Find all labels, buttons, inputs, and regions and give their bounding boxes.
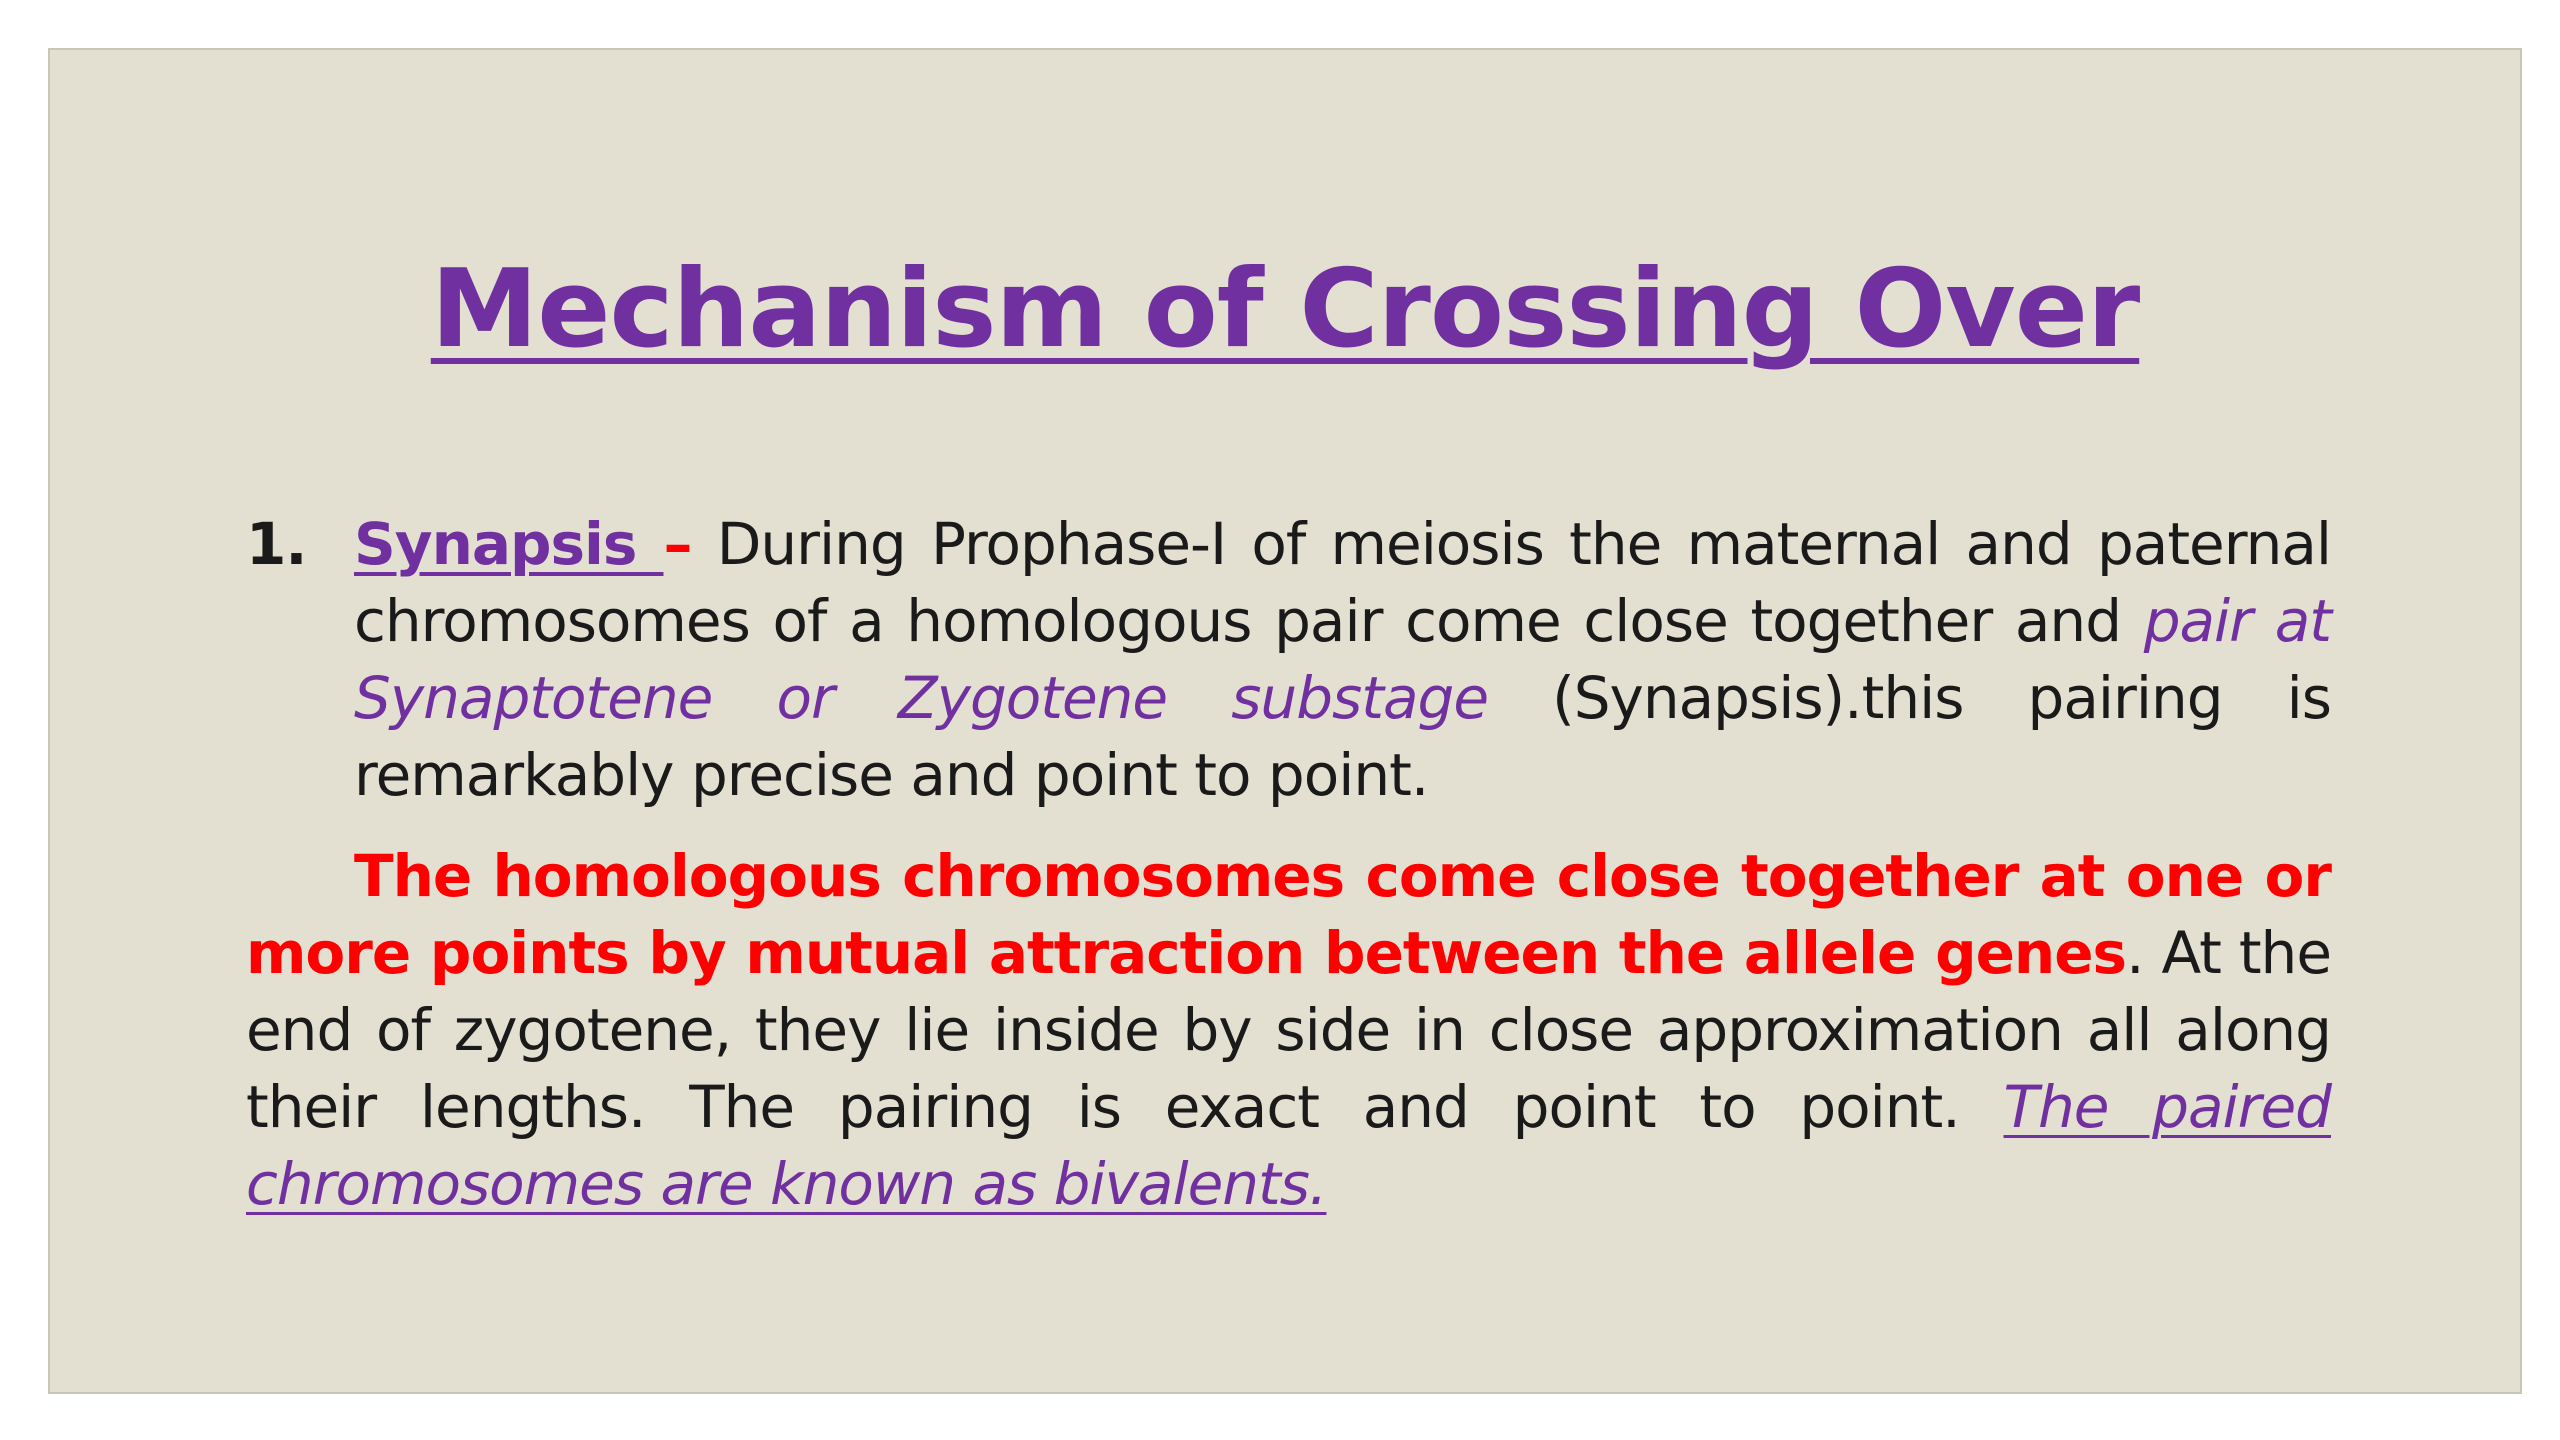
point1-emphasis: pair at Synaptotene or Zygotene substage [354,587,2331,732]
bivalents-link[interactable]: The paired chromosomes are known as bivalents. [246,1073,2331,1218]
list-number: 1. [246,510,307,578]
slide-title: Mechanism of Crossing Over [430,247,2140,372]
point1-text-b: (Synapsis).this pairing is remarkably precise and point to point. [354,664,2331,809]
slide [48,48,2522,1394]
slide-body [246,506,2331,1223]
red-dash: – [663,510,692,578]
paragraph-2 [246,838,2331,1223]
point1-text-a: During Prophase-I of meiosis the maternal and paternal chromosomes of a homologous pair come close together and [354,510,2331,655]
paragraph-2-text: . At the end of zygotene, they lie inside by side in close approximation all along their lengths. The pairing is exact and point to point. [246,919,2331,1141]
paragraph-2-highlight: The homologous chromosomes come close together at one or more points by mutual attraction between the allele genes [246,842,2331,987]
term-synapsis: Synapsis [354,510,664,578]
list-item-synapsis [246,506,2331,814]
